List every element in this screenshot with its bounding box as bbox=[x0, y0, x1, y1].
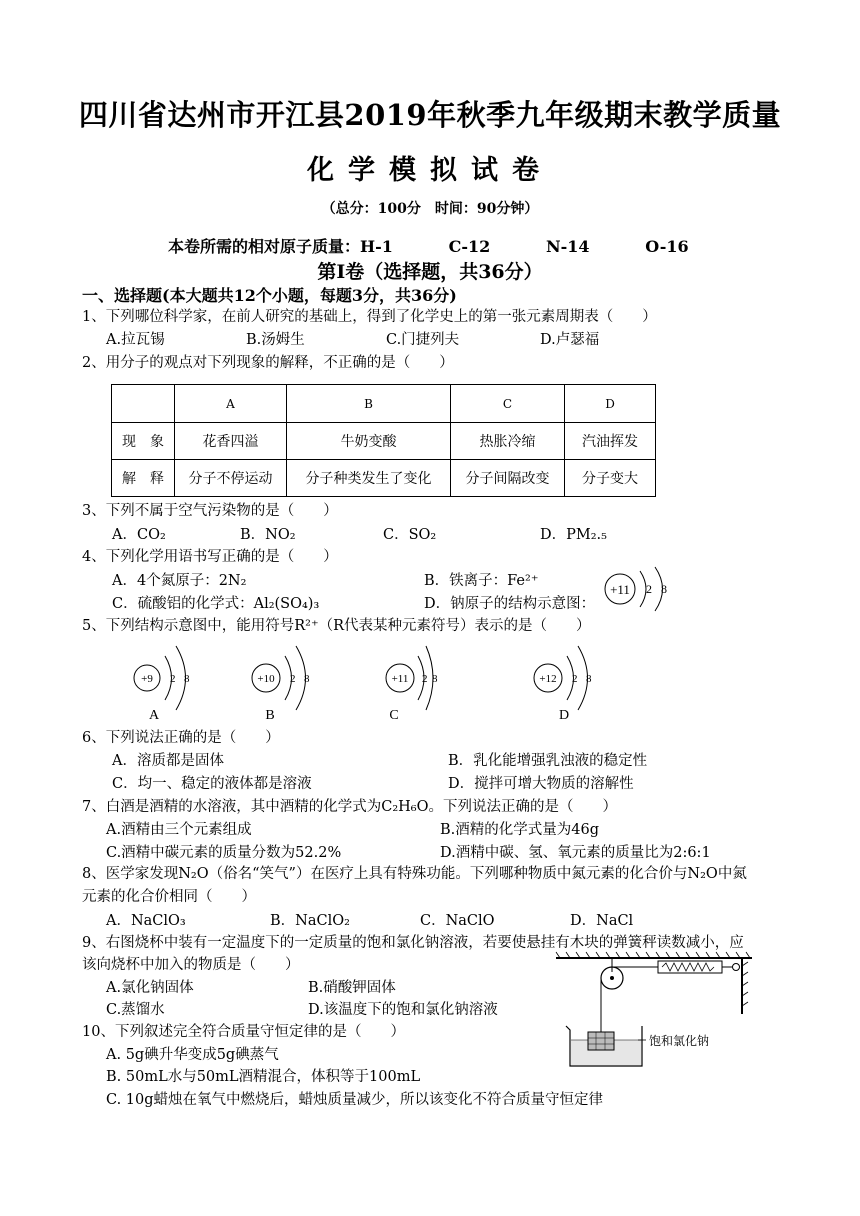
spring-scale-beaker-figure bbox=[552, 948, 768, 1070]
structure-diagram-a bbox=[120, 640, 200, 722]
table-row bbox=[112, 423, 656, 460]
q4-option-d: D．钠原子的结构示意图： bbox=[424, 596, 596, 612]
table-header-cell: C bbox=[451, 385, 565, 423]
table-cell: 热胀冷缩 bbox=[451, 423, 565, 460]
q8-stem-line1: 8、医学家发现N₂O（俗名“笑气”）在医疗上具有特殊功能。下列哪种物质中氮元素的化合价与N₂O中氮 bbox=[82, 866, 747, 882]
diagram-c-shell-2: 8 bbox=[432, 673, 438, 685]
q5-stem: 5、下列结构示意图中，能用符号R²⁺（R代表某种元素符号）表示的是（ ） bbox=[82, 618, 591, 634]
structure-diagram-b bbox=[236, 640, 316, 722]
exam-subtitle: 化学模拟试卷 bbox=[307, 155, 553, 186]
diagram-a-nucleus: +9 bbox=[141, 673, 153, 685]
q2-table bbox=[111, 384, 656, 497]
diagram-c-shell-1: 2 bbox=[422, 673, 428, 685]
q10-stem: 10、下列叙述完全符合质量守恒定律的是（ ） bbox=[82, 1024, 405, 1040]
sodium-atom-structure-diagram bbox=[600, 565, 680, 615]
table-cell: 汽油挥发 bbox=[565, 423, 656, 460]
q4-option-c: C．硫酸铝的化学式：Al₂(SO₄)₃ bbox=[112, 596, 320, 612]
structure-diagram-c bbox=[360, 640, 440, 722]
q10-option-c: C. 10g蜡烛在氧气中燃烧后，蜡烛质量减少，所以该变化不符合质量守恒定律 bbox=[106, 1092, 604, 1108]
q1-option-b: B.汤姆生 bbox=[246, 332, 305, 348]
table-header-cell bbox=[112, 385, 175, 423]
table-cell: 分子不停运动 bbox=[175, 460, 287, 497]
diagram-a-shell-2: 8 bbox=[184, 673, 190, 685]
solution-label: 饱和氯化钠 bbox=[649, 1034, 710, 1048]
q9-option-c: C.蒸馏水 bbox=[106, 1002, 165, 1018]
q9-stem-line1: 9、右图烧杯中装有一定温度下的一定质量的饱和氯化钠溶液，若要使悬挂有木块的弹簧秤读数减小，应 bbox=[82, 935, 744, 951]
table-cell: 花香四溢 bbox=[175, 423, 287, 460]
table-cell: 解 释 bbox=[112, 460, 175, 497]
table-cell: 分子间隔改变 bbox=[451, 460, 565, 497]
diagram-d-label: D bbox=[558, 708, 570, 722]
sodium-shell-1: 2 bbox=[646, 582, 652, 596]
q6-option-a: A．溶质都是固体 bbox=[112, 753, 224, 769]
atomic-mass-h: H-1 bbox=[360, 237, 393, 256]
diagram-d-nucleus: +12 bbox=[539, 673, 557, 685]
structure-diagram-d bbox=[530, 640, 610, 722]
sodium-nucleus-label: +11 bbox=[610, 582, 630, 597]
sodium-shell-2: 8 bbox=[661, 582, 667, 596]
q8-option-d: D．NaCl bbox=[570, 913, 634, 929]
diagram-d-shell-2: 8 bbox=[586, 673, 592, 685]
exam-meta: （总分：100分 时间：90分钟） bbox=[321, 201, 539, 217]
table-header-cell: D bbox=[565, 385, 656, 423]
diagram-b-shell-2: 8 bbox=[304, 673, 310, 685]
q9-stem-line2: 该向烧杯中加入的物质是（ ） bbox=[82, 957, 300, 973]
table-header-row bbox=[112, 385, 656, 423]
table-cell: 分子种类发生了变化 bbox=[287, 460, 451, 497]
q9-option-d: D.该温度下的饱和氯化钠溶液 bbox=[308, 1002, 498, 1018]
q8-option-a: A．NaClO₃ bbox=[106, 913, 186, 929]
q8-option-b: B．NaClO₂ bbox=[270, 913, 350, 929]
atomic-mass-o: O-16 bbox=[645, 237, 689, 256]
q6-option-b: B．乳化能增强乳浊液的稳定性 bbox=[448, 753, 648, 769]
q1-option-a: A.拉瓦锡 bbox=[106, 332, 165, 348]
exam-title: 四川省达州市开江县2019年秋季九年级期末教学质量 bbox=[78, 98, 782, 132]
atomic-mass-c: C-12 bbox=[448, 237, 491, 256]
section-title: 第Ⅰ卷（选择题，共36分） bbox=[317, 261, 543, 283]
q1-stem: 1、下列哪位科学家，在前人研究的基础上，得到了化学史上的第一张元素周期表（ ） bbox=[82, 309, 657, 325]
q3-option-c: C．SO₂ bbox=[383, 527, 437, 543]
atomic-masses-label: 本卷所需的相对原子质量： bbox=[168, 237, 361, 256]
q10-option-a: A. 5g碘升华变成5g碘蒸气 bbox=[106, 1047, 279, 1063]
diagram-a-label: A bbox=[148, 708, 160, 722]
table-header-cell: B bbox=[287, 385, 451, 423]
part-heading: 一、选择题(本大题共12个小题，每题3分，共36分) bbox=[82, 286, 457, 305]
table-row bbox=[112, 460, 656, 497]
diagram-a-shell-1: 2 bbox=[170, 673, 176, 685]
q7-option-d: D.酒精中碳、氢、氧元素的质量比为2:6:1 bbox=[440, 845, 711, 861]
q4-option-a: A．4个氮原子：2N₂ bbox=[112, 573, 247, 589]
q7-option-b: B.酒精的化学式量为46g bbox=[440, 822, 599, 838]
table-header-cell: A bbox=[175, 385, 287, 423]
atomic-masses bbox=[168, 234, 689, 257]
q3-option-d: D．PM₂.₅ bbox=[540, 527, 607, 543]
atomic-mass-n: N-14 bbox=[545, 237, 590, 256]
q6-option-c: C．均一、稳定的液体都是溶液 bbox=[112, 776, 312, 792]
q3-option-a: A．CO₂ bbox=[112, 527, 166, 543]
q7-option-a: A.酒精由三个元素组成 bbox=[106, 822, 252, 838]
q6-stem: 6、下列说法正确的是（ ） bbox=[82, 730, 280, 746]
diagram-d-shell-1: 2 bbox=[572, 673, 578, 685]
q9-option-b: B.硝酸钾固体 bbox=[308, 980, 396, 996]
q3-stem: 3、下列不属于空气污染物的是（ ） bbox=[82, 503, 338, 519]
diagram-b-shell-1: 2 bbox=[290, 673, 296, 685]
q4-option-b: B．铁离子：Fe²⁺ bbox=[424, 573, 539, 589]
q6-option-d: D．搅拌可增大物质的溶解性 bbox=[448, 776, 634, 792]
q7-option-c: C.酒精中碳元素的质量分数为52.2% bbox=[106, 845, 342, 861]
q8-option-c: C．NaClO bbox=[420, 913, 495, 929]
diagram-c-nucleus: +11 bbox=[391, 673, 409, 685]
table-cell: 牛奶变酸 bbox=[287, 423, 451, 460]
q1-option-c: C.门捷列夫 bbox=[386, 332, 460, 348]
table-cell: 现 象 bbox=[112, 423, 175, 460]
diagram-b-label: B bbox=[265, 708, 275, 722]
q9-option-a: A.氯化钠固体 bbox=[106, 980, 194, 996]
table-cell: 分子变大 bbox=[565, 460, 656, 497]
diagram-b-nucleus: +10 bbox=[257, 673, 275, 685]
q10-option-b: B. 50mL水与50mL酒精混合，体积等于100mL bbox=[106, 1069, 421, 1085]
q1-option-d: D.卢瑟福 bbox=[540, 332, 600, 348]
q8-stem-line2: 元素的化合价相同（ ） bbox=[82, 889, 256, 905]
q3-option-b: B．NO₂ bbox=[240, 527, 296, 543]
q7-stem: 7、白酒是酒精的水溶液，其中酒精的化学式为C₂H₆O。下列说法正确的是（ ） bbox=[82, 799, 617, 815]
q4-stem: 4、下列化学用语书写正确的是（ ） bbox=[82, 549, 338, 565]
q2-stem: 2、用分子的观点对下列现象的解释，不正确的是（ ） bbox=[82, 355, 454, 371]
diagram-c-label: C bbox=[389, 708, 399, 722]
